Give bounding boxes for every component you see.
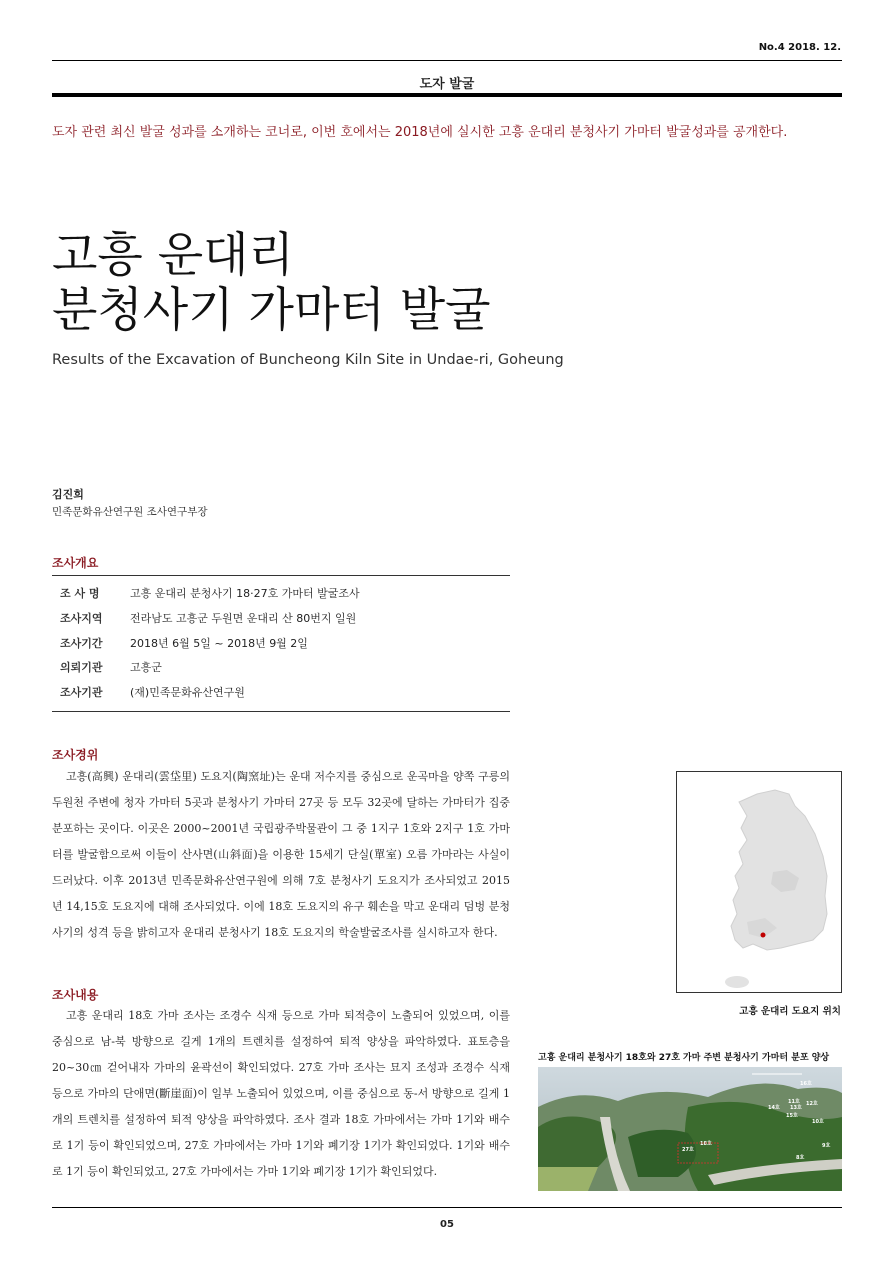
- location-map: [676, 771, 842, 993]
- overview-row: [52, 684, 510, 708]
- photo-label: 9호: [822, 1143, 831, 1149]
- overview-heading: 조사개요: [52, 556, 99, 570]
- photo-label: 12호: [806, 1101, 818, 1107]
- overview-row: [52, 659, 510, 683]
- overview-top-rule: [52, 575, 510, 576]
- photo-label: 14호: [768, 1105, 780, 1111]
- photo-label: 16호: [800, 1081, 812, 1087]
- page-number: 05: [440, 1219, 454, 1230]
- author-affiliation: 민족문화유산연구원 조사연구부장: [52, 506, 208, 518]
- overview-label: 조사기간: [60, 637, 103, 650]
- photo-label: 18호: [700, 1141, 712, 1147]
- overview-bottom-rule: [52, 711, 510, 712]
- photo-label: 10호: [812, 1119, 824, 1125]
- section-rule: [52, 93, 842, 97]
- overview-label: 조사지역: [60, 612, 103, 625]
- photo-caption: 고흥 운대리 분청사기 18호와 27호 가마 주변 분청사기 가마터 분포 양상: [538, 1053, 830, 1063]
- photo-label: 15호: [786, 1113, 798, 1119]
- intro-text: 도자 관련 최신 발굴 성과를 소개하는 코너로, 이번 호에서는 2018년에 실시한 고흥 운대리 분청사기 가마터 발굴성과를 공개한다.: [52, 125, 788, 140]
- aerial-photo: [538, 1067, 842, 1191]
- overview-label: 의뢰기관: [60, 661, 103, 674]
- author-name: 김진희: [52, 488, 84, 501]
- title-line-2: 분청사기 가마터 발굴: [52, 283, 491, 338]
- overview-row: [52, 585, 510, 609]
- overview-value: 전라남도 고흥군 두원면 운대리 산 80번지 일원: [130, 612, 357, 625]
- issue-number: No.4 2018. 12.: [758, 42, 841, 53]
- overview-value: (재)민족문화유산연구원: [130, 686, 245, 699]
- header-rule: [52, 60, 842, 61]
- section-title: 도자 발굴: [419, 77, 475, 92]
- photo-label: 27호: [682, 1147, 694, 1153]
- overview-label: 조 사 명: [60, 587, 100, 600]
- aerial-landscape-image: [538, 1067, 842, 1191]
- overview-row: [52, 635, 510, 659]
- photo-label: 8호: [796, 1155, 805, 1161]
- footer-rule: [52, 1207, 842, 1208]
- overview-value: 고흥 운대리 분청사기 18·27호 가마터 발굴조사: [130, 587, 360, 600]
- overview-value: 2018년 6월 5일 ~ 2018년 9월 2일: [130, 637, 308, 650]
- korea-map-icon: [677, 772, 841, 992]
- site-marker-icon: [761, 933, 766, 938]
- map-caption: 고흥 운대리 도요지 위치: [739, 1006, 841, 1017]
- content-paragraph: 고흥 운대리 18호 가마 조사는 조경수 식재 등으로 가마 퇴적층이 노출되어 있었으며, 이를 중심으로 남-북 방향으로 길게 1개의 트렌치를 설정하여 퇴적 양상을 파악하였다. 표토층을 20~30㎝ 걷어내자 가마의 윤곽선이 확인되었다. 27호 가마 조사는 묘지 조성과 조경수 식재 등으로 가마의 단애면(斷崖面)이 일부 노출되어 있었으며, 이를 중심으로 동-서 방향으로 길게 1개의 트렌치를 설정하여 퇴적 양상을 파악하였다. 조사 결과 18호 가마에서는 가마 1기와 배수로 1기 등이 확인되었으며, 27호 가마에서는 가마 1기와 폐기장 1기가 확인되었다. 1기와 배수로 1기 등이 확인되었고, 27호 가마에서는 가마 1기와 폐기장 1기가 확인되었다.: [52, 1009, 510, 1178]
- photo-label: 11호: [788, 1099, 800, 1105]
- overview-row: [52, 610, 510, 634]
- content-heading: 조사내용: [52, 988, 99, 1002]
- photo-label: 13호: [790, 1105, 802, 1111]
- title-line-1: 고흥 운대리: [52, 228, 294, 283]
- article-title: [52, 228, 491, 338]
- background-paragraph: 고흥(高興) 운대리(雲垈里) 도요지(陶窯址)는 운대 저수지를 중심으로 운곡마을 양쪽 구릉의 두원천 주변에 청자 가마터 5곳과 분청사기 가마터 27곳 등 모두 32곳에 달하는 가마터가 집중 분포하는 곳이다. 이곳은 2000~2001년 국립광주박물관이 그 중 1지구 1호와 2지구 1호 가마터를 발굴함으로써 이들이 산사면(山斜面)을 이용한 15세기 단실(單室) 오름 가마라는 사실이 드러났다. 이후 2013년 민족문화유산연구원에 의해 7호 분청사기 도요지가 조사되었고 2015년 14,15호 도요지에 대해 조사되었다. 이에 18호 도요지의 유구 훼손을 막고 운대리 덤벙 분청사기의 성격 등을 밝히고자 운대리 분청사기 18호 도요지의 학술발굴조사를 실시하고자 한다.: [52, 770, 510, 939]
- overview-value: 고흥군: [130, 661, 162, 674]
- background-heading: 조사경위: [52, 748, 99, 762]
- overview-label: 조사기관: [60, 686, 103, 699]
- article-subtitle: Results of the Excavation of Buncheong Kiln Site in Undae-ri, Goheung: [52, 352, 564, 368]
